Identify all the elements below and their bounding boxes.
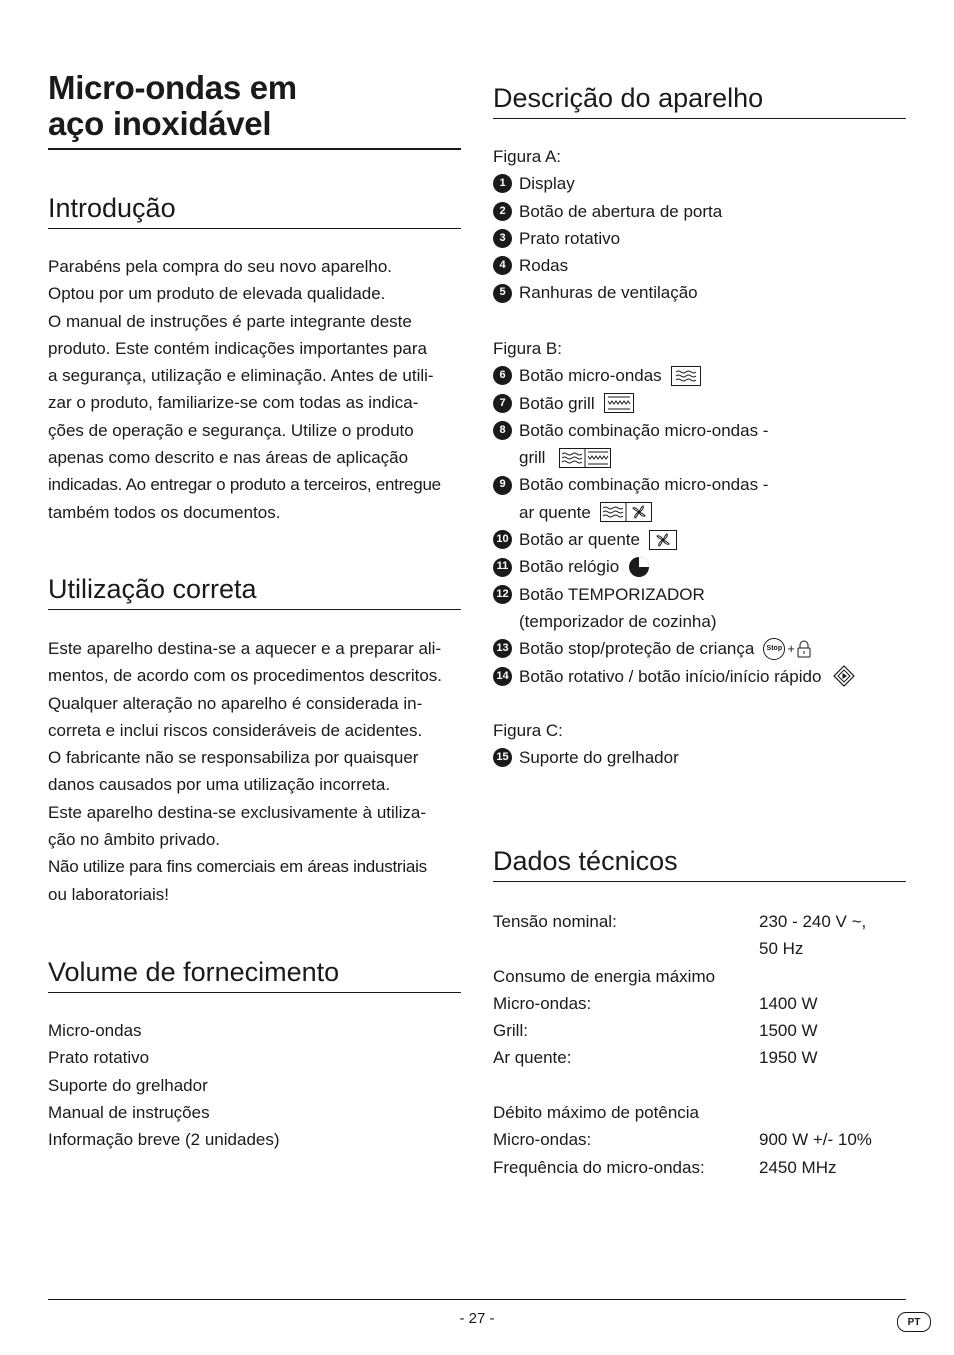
text-line: Este aparelho destina-se exclusivamente à utiliza- [48, 802, 426, 822]
item-label: Botão combinação micro-ondas - [519, 475, 769, 495]
text-line: ção no âmbito privado. [48, 830, 220, 850]
spec-value: 1500 W [759, 1021, 818, 1041]
list-item: Suporte do grelhador [48, 1075, 208, 1095]
figure-a-list [493, 143, 906, 307]
spec-value [759, 963, 906, 990]
intro-text [48, 253, 461, 526]
number-badge: 1 [493, 174, 512, 193]
table-row [493, 1099, 906, 1126]
list-item [493, 225, 906, 252]
text-line: Optou por um produto de elevada qualidade. [48, 284, 386, 304]
spec-label: Frequência do micro-ondas: [493, 1157, 705, 1177]
table-row [493, 1126, 906, 1153]
figure-label: Figura B: [493, 339, 562, 358]
stop-icon: Stop [763, 638, 785, 660]
number-badge: 15 [493, 748, 512, 767]
text-line: a segurança, utilização e eliminação. Antes de utili- [48, 366, 434, 386]
item-label: Botão de abertura de porta [519, 201, 723, 221]
list-item [493, 526, 906, 553]
spec-value [759, 1099, 906, 1126]
spec-label: Micro-ondas: [493, 1130, 592, 1150]
text-line: Não utilize para fins comerciais em áreas industriais [48, 857, 427, 877]
item-label: Botão micro-ondas [519, 366, 662, 386]
list-item [493, 390, 906, 417]
text-line: produto. Este contém indicações importantes para [48, 338, 427, 358]
microwave-icon [671, 366, 701, 386]
item-label: Botão TEMPORIZADOR [519, 584, 705, 604]
list-item [493, 252, 906, 279]
spec-label: Consumo de energia máximo [493, 966, 716, 986]
spec-label: Grill: [493, 1021, 528, 1041]
description-heading: Descrição do aparelho [493, 82, 906, 119]
number-badge: 11 [493, 558, 512, 577]
text-line: mentos, de acordo com os procedimentos descritos. [48, 666, 443, 686]
number-badge: 2 [493, 202, 512, 221]
item-label: grill [519, 448, 546, 468]
figure-c-list [493, 717, 906, 772]
table-row [493, 908, 906, 935]
item-label: Botão combinação micro-ondas - [519, 420, 769, 440]
rotary-start-icon [833, 665, 855, 687]
plus-sign: + [787, 641, 795, 657]
spec-label: Débito máximo de potência [493, 1103, 700, 1122]
spec-value: 900 W +/- 10% [759, 1130, 872, 1150]
microwave-hot-air-combo-icon [600, 502, 652, 522]
number-badge: 5 [493, 284, 512, 303]
spec-value: 1950 W [759, 1048, 818, 1068]
number-badge: 9 [493, 476, 512, 495]
spec-value: 1400 W [759, 993, 818, 1013]
item-label: Suporte do grelhador [519, 748, 679, 768]
text-line: danos causados por uma utilização incorreta. [48, 775, 391, 795]
number-badge: 14 [493, 667, 512, 686]
tech-heading: Dados técnicos [493, 845, 906, 882]
list-item [493, 471, 906, 498]
stop-lock-icon [763, 635, 811, 662]
list-item [493, 170, 906, 197]
title-line: aço inoxidável [48, 105, 272, 142]
supply-heading: Volume de fornecimento [48, 956, 461, 993]
text-line: também todos os documentos. [48, 502, 281, 522]
number-badge: 13 [493, 639, 512, 658]
list-item [493, 198, 906, 225]
spec-value: 230 - 240 V ~, [759, 912, 867, 931]
table-row [493, 935, 906, 962]
clock-icon [628, 556, 650, 578]
figure-b-list [493, 335, 906, 690]
item-label: Botão relógio [519, 557, 620, 577]
table-row [493, 1017, 906, 1044]
list-item [493, 362, 906, 389]
text-line: O manual de instruções é parte integrante deste [48, 311, 412, 331]
spec-label: Ar quente: [493, 1048, 572, 1068]
item-label: Botão ar quente [519, 530, 640, 550]
spec-label [493, 935, 759, 962]
spec-value: 50 Hz [759, 939, 804, 959]
list-item [493, 663, 906, 690]
number-badge: 6 [493, 366, 512, 385]
title-line: Micro-ondas em [48, 69, 297, 106]
text-line: zar o produto, familiarize-se com todas as indica- [48, 393, 419, 413]
item-label: Display [519, 174, 575, 194]
text-line: apenas como descrito e nas áreas de aplicação [48, 448, 409, 468]
list-item-continuation [493, 499, 906, 526]
list-item [493, 744, 906, 771]
list-item: Micro-ondas [48, 1021, 142, 1040]
text-line: ou laboratoriais! [48, 884, 169, 904]
item-label: Rodas [519, 256, 569, 276]
fan-icon [649, 530, 677, 550]
text-line: Este aparelho destina-se a aquecer e a preparar ali- [48, 639, 442, 658]
item-label: Botão rotativo / botão início/início rápido [519, 666, 822, 686]
number-badge: 7 [493, 394, 512, 413]
list-item-continuation [493, 608, 906, 635]
figure-label: Figura A: [493, 147, 562, 166]
number-badge: 3 [493, 229, 512, 248]
item-label: Botão stop/proteção de criança [519, 639, 755, 659]
list-item [493, 581, 906, 608]
number-badge: 8 [493, 421, 512, 440]
spec-label: Tensão nominal: [493, 912, 617, 931]
list-item [493, 417, 906, 444]
text-line: ções de operação e segurança. Utilize o produto [48, 420, 414, 440]
usage-heading: Utilização correta [48, 573, 461, 610]
text-line: correta e inclui riscos consideráveis de acidentes. [48, 720, 423, 740]
table-row [493, 1154, 906, 1181]
tech-table [493, 908, 906, 1072]
item-label: Ranhuras de ventilação [519, 283, 698, 303]
list-item: Prato rotativo [48, 1048, 150, 1068]
footer-divider [48, 1299, 906, 1300]
lock-icon [797, 640, 811, 658]
item-label: Botão grill [519, 393, 595, 413]
supply-list [48, 1017, 461, 1153]
page-title [48, 70, 461, 150]
grill-icon [604, 393, 634, 413]
text-line: Qualquer alteração no aparelho é considerada in- [48, 693, 423, 713]
number-badge: 12 [493, 585, 512, 604]
intro-heading: Introdução [48, 192, 461, 229]
table-row [493, 963, 906, 990]
list-item [493, 279, 906, 306]
language-badge: PT [897, 1312, 931, 1332]
list-item [493, 553, 906, 580]
spec-value: 2450 MHz [759, 1157, 837, 1177]
list-item-continuation [493, 444, 906, 471]
item-label: (temporizador de cozinha) [519, 611, 717, 631]
microwave-grill-combo-icon [559, 448, 611, 468]
tech-table-power [493, 1099, 906, 1181]
spec-label: Micro-ondas: [493, 993, 592, 1013]
item-label: Prato rotativo [519, 228, 621, 248]
number-badge: 4 [493, 256, 512, 275]
text-line: Parabéns pela compra do seu novo aparelho. [48, 257, 393, 276]
number-badge: 10 [493, 530, 512, 549]
table-row [493, 990, 906, 1017]
text-line: indicadas. Ao entregar o produto a terceiros, entregue [48, 475, 441, 495]
page-number: - 27 - [459, 1310, 495, 1327]
item-label: ar quente [519, 502, 591, 522]
usage-text [48, 635, 461, 908]
list-item: Informação breve (2 unidades) [48, 1130, 280, 1150]
table-row [493, 1044, 906, 1071]
figure-label: Figura C: [493, 721, 563, 740]
text-line: O fabricante não se responsabiliza por quaisquer [48, 748, 419, 768]
list-item: Manual de instruções [48, 1102, 210, 1122]
list-item [493, 635, 906, 662]
